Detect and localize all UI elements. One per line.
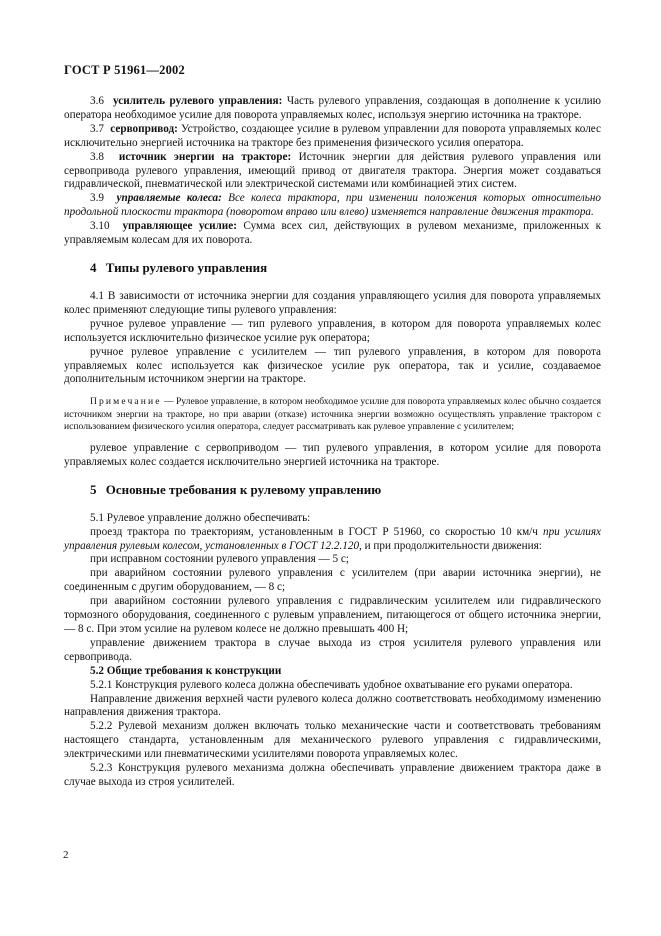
definition-3-8: 3.8 источник энергии на тракторе: Источник энергии для действия рулевого управления или сервопривода рулевого управления, имеющий привод от двигателя трактора. Энергия может создаваться гидравлической, пневматической или электрической системами или комбинацией этих систем. xyxy=(64,150,602,191)
paragraph: при аварийном состоянии рулевого управления с усилителем (при аварии источника энергии), не соединенным с другим оборудованием, — 8 с; xyxy=(64,567,601,594)
term: управляющее усилие: xyxy=(122,220,237,233)
note: Примечание — Рулевое управление, в котором необходимое усилие для поворота управляемых колес обычно создается источником энергии на тракторе, но при аварии (отказе) источника энергии возможно осуществлять управление трактором с использованием физического усилия оператора, следует рассматривать как рулевое управление с усилителем; xyxy=(64,396,601,432)
document-header: ГОСТ Р 51961—2002 xyxy=(64,63,185,77)
paragraph: проезд трактора по траекториям, установленным в ГОСТ Р 51960, со скоростью 10 км/ч при усилиях управления рулевым колесом, установленных в ГОСТ 12.2.120, и при продолжительности движения: xyxy=(64,525,601,552)
page-number: 2 xyxy=(63,849,69,861)
subsection-5-2-heading: 5.2 Общие требования к конструкции xyxy=(90,664,282,677)
term: источник энергии на тракторе: xyxy=(118,150,292,163)
paragraph: при исправном состоянии рулевого управления — 5 с; xyxy=(90,553,350,566)
document-body xyxy=(64,95,601,790)
paragraph: ручное рулевое управление — тип рулевого управления, в котором для поворота управляемых колес используется исключительно физическое усилие рук оператора; xyxy=(64,317,601,344)
definition-3-6: 3.6 усилитель рулевого управления: Часть рулевого управления, создающая в дополнение к усилию оператора необходимое усилие для поворота управляемых колес, используя энергию источника на тракторе. xyxy=(64,95,601,121)
section-4-heading: 4 Типы рулевого управления xyxy=(90,259,268,275)
paragraph-5-2-2: 5.2.2 Рулевой механизм должен включать только механические части и соответствовать требованиям настоящего стандарта, установленным для механического рулевого управления с гидравлическими, электрическими или пневматическими усилителями поворота управляемых колес. xyxy=(64,720,601,761)
definition-3-10: 3.10 управляющее усилие: Сумма всех сил, действующих в рулевом механизме, приложенных к управляемым колесам для их поворота. xyxy=(64,220,602,247)
paragraph: управление движением трактора в случае выхода из строя усилителя рулевого управления или сервопривода. xyxy=(64,636,601,663)
paragraph: рулевое управление с сервоприводом — тип рулевого управления, в котором усилие для поворота управляемых колес создается исключительно энергией источника на тракторе. xyxy=(64,441,601,468)
paragraph-5-2-1: 5.2.1 Конструкция рулевого колеса должна обеспечивать удобное охватывание его руками оператора. xyxy=(90,678,573,691)
note-label: Примечание xyxy=(90,396,162,408)
paragraph-5-2-3: 5.2.3 Конструкция рулевого механизма должна обеспечивать управление движением трактора даже в случае выхода из строя усилителей. xyxy=(64,762,601,788)
definition-3-9: 3.9 управляемые колеса: Все колеса трактора, при изменении положения которых относительно продольной плоскости трактора (поворотом вправо или влево) изменяется направление движения трактора. xyxy=(64,192,602,219)
definition-3-7: 3.7 сервопривод: Устройство, создающее усилие в рулевом управлении для поворота управляемых колес исключительно энергией источника на тракторе без применения физического усилия оператора. xyxy=(64,122,601,149)
paragraph-4-1: 4.1 В зависимости от источника энергии для создания управляющего усилия для поворота управляемых колес применяют следующие типы рулевого управления: xyxy=(64,289,601,316)
term: сервопривод: xyxy=(110,122,178,135)
paragraph: при аварийном состоянии рулевого управления с гидравлическим усилителем или гидравлического тормозного оборудования, соединенного с рулевым управлением, питающегося от общего источника энергии, — 8 с. При этом усилие на рулевом колесе не должно превышать 400 Н; xyxy=(64,595,601,635)
paragraph-5-1: 5.1 Рулевое управление должно обеспечивать: xyxy=(90,511,311,524)
term: управляемые колеса: xyxy=(116,192,222,205)
paragraph: Направление движения верхней части рулевого колеса должно соответствовать необходимому изменению направления движения трактора. xyxy=(64,692,601,719)
paragraph: ручное рулевое управление с усилителем — тип рулевого управления, в котором для поворота управляемых колес используется как физическое усилие рук оператора, так и усилие, создаваемое дополнительным источником энергии на тракторе. xyxy=(64,345,601,386)
section-5-heading: 5 Основные требования к рулевому управлению xyxy=(90,481,382,497)
term: усилитель рулевого управления: xyxy=(113,95,283,107)
